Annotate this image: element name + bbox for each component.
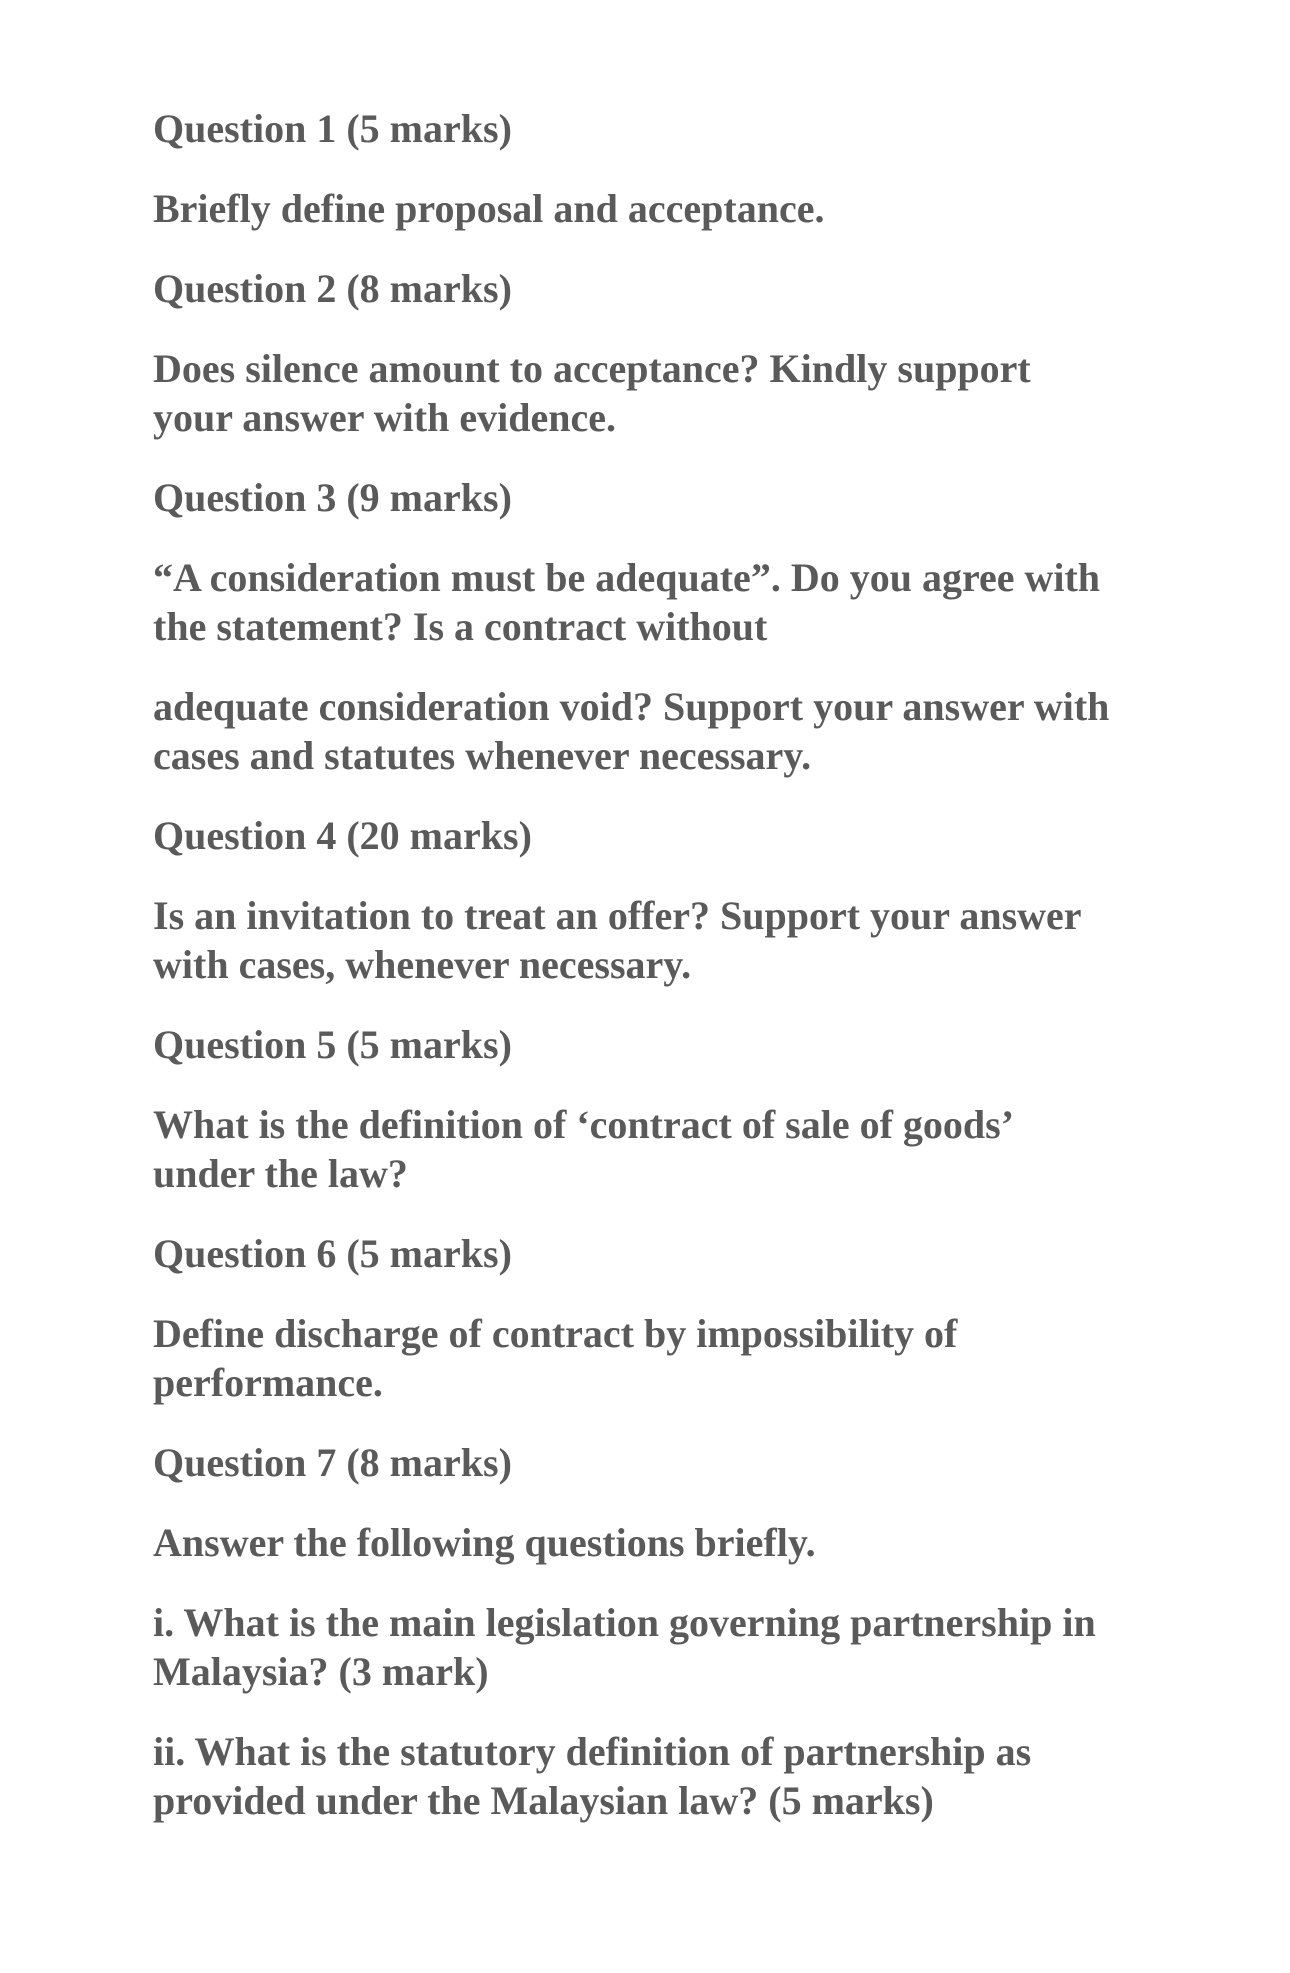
text-line: with cases, whenever necessary.	[153, 942, 692, 987]
question-2-text	[153, 344, 1153, 442]
question-7-part-i	[153, 1598, 1153, 1696]
text-line: Question 3 (9 marks)	[153, 475, 512, 520]
text-line: Question 2 (8 marks)	[153, 266, 512, 311]
question-2-heading	[153, 264, 1153, 313]
document-page	[153, 104, 1153, 1856]
text-line: cases and statutes whenever necessary.	[153, 733, 812, 778]
text-line: Question 5 (5 marks)	[153, 1022, 512, 1067]
text-line: “A consideration must be adequate”. Do you agree with	[153, 555, 1101, 600]
text-line: Question 1 (5 marks)	[153, 106, 512, 151]
text-line: Question 4 (20 marks)	[153, 813, 532, 858]
question-5-heading	[153, 1020, 1153, 1069]
question-3-text-part-1	[153, 553, 1153, 651]
text-line: Is an invitation to treat an offer? Support your answer	[153, 893, 1082, 938]
text-line: your answer with evidence.	[153, 395, 616, 440]
text-line: Does silence amount to acceptance? Kindly support	[153, 346, 1031, 391]
text-line: Define discharge of contract by impossibility of	[153, 1311, 958, 1356]
text-line: under the law?	[153, 1151, 408, 1196]
text-line: Question 7 (8 marks)	[153, 1440, 512, 1485]
text-line: Answer the following questions briefly.	[153, 1520, 816, 1565]
text-line: the statement? Is a contract without	[153, 604, 768, 649]
text-line: What is the definition of ‘contract of sale of goods’	[153, 1102, 1015, 1147]
question-1-text	[153, 184, 1153, 233]
question-7-intro	[153, 1518, 1153, 1567]
text-line: Briefly define proposal and acceptance.	[153, 186, 825, 231]
question-1-heading	[153, 104, 1153, 153]
question-3-heading	[153, 473, 1153, 522]
text-line: Question 6 (5 marks)	[153, 1231, 512, 1276]
text-line: provided under the Malaysian law? (5 marks)	[153, 1778, 934, 1823]
question-5-text	[153, 1100, 1153, 1198]
question-3-text-part-2	[153, 682, 1153, 780]
text-line: i. What is the main legislation governing partnership in	[153, 1600, 1096, 1645]
text-line: ii. What is the statutory definition of partnership as	[153, 1729, 1032, 1774]
question-6-heading	[153, 1229, 1153, 1278]
text-line: performance.	[153, 1360, 383, 1405]
text-line: adequate consideration void? Support your answer with	[153, 684, 1110, 729]
question-7-heading	[153, 1438, 1153, 1487]
text-line: Malaysia? (3 mark)	[153, 1649, 489, 1694]
question-7-part-ii	[153, 1727, 1153, 1825]
question-4-text	[153, 891, 1153, 989]
question-4-heading	[153, 811, 1153, 860]
question-6-text	[153, 1309, 1153, 1407]
